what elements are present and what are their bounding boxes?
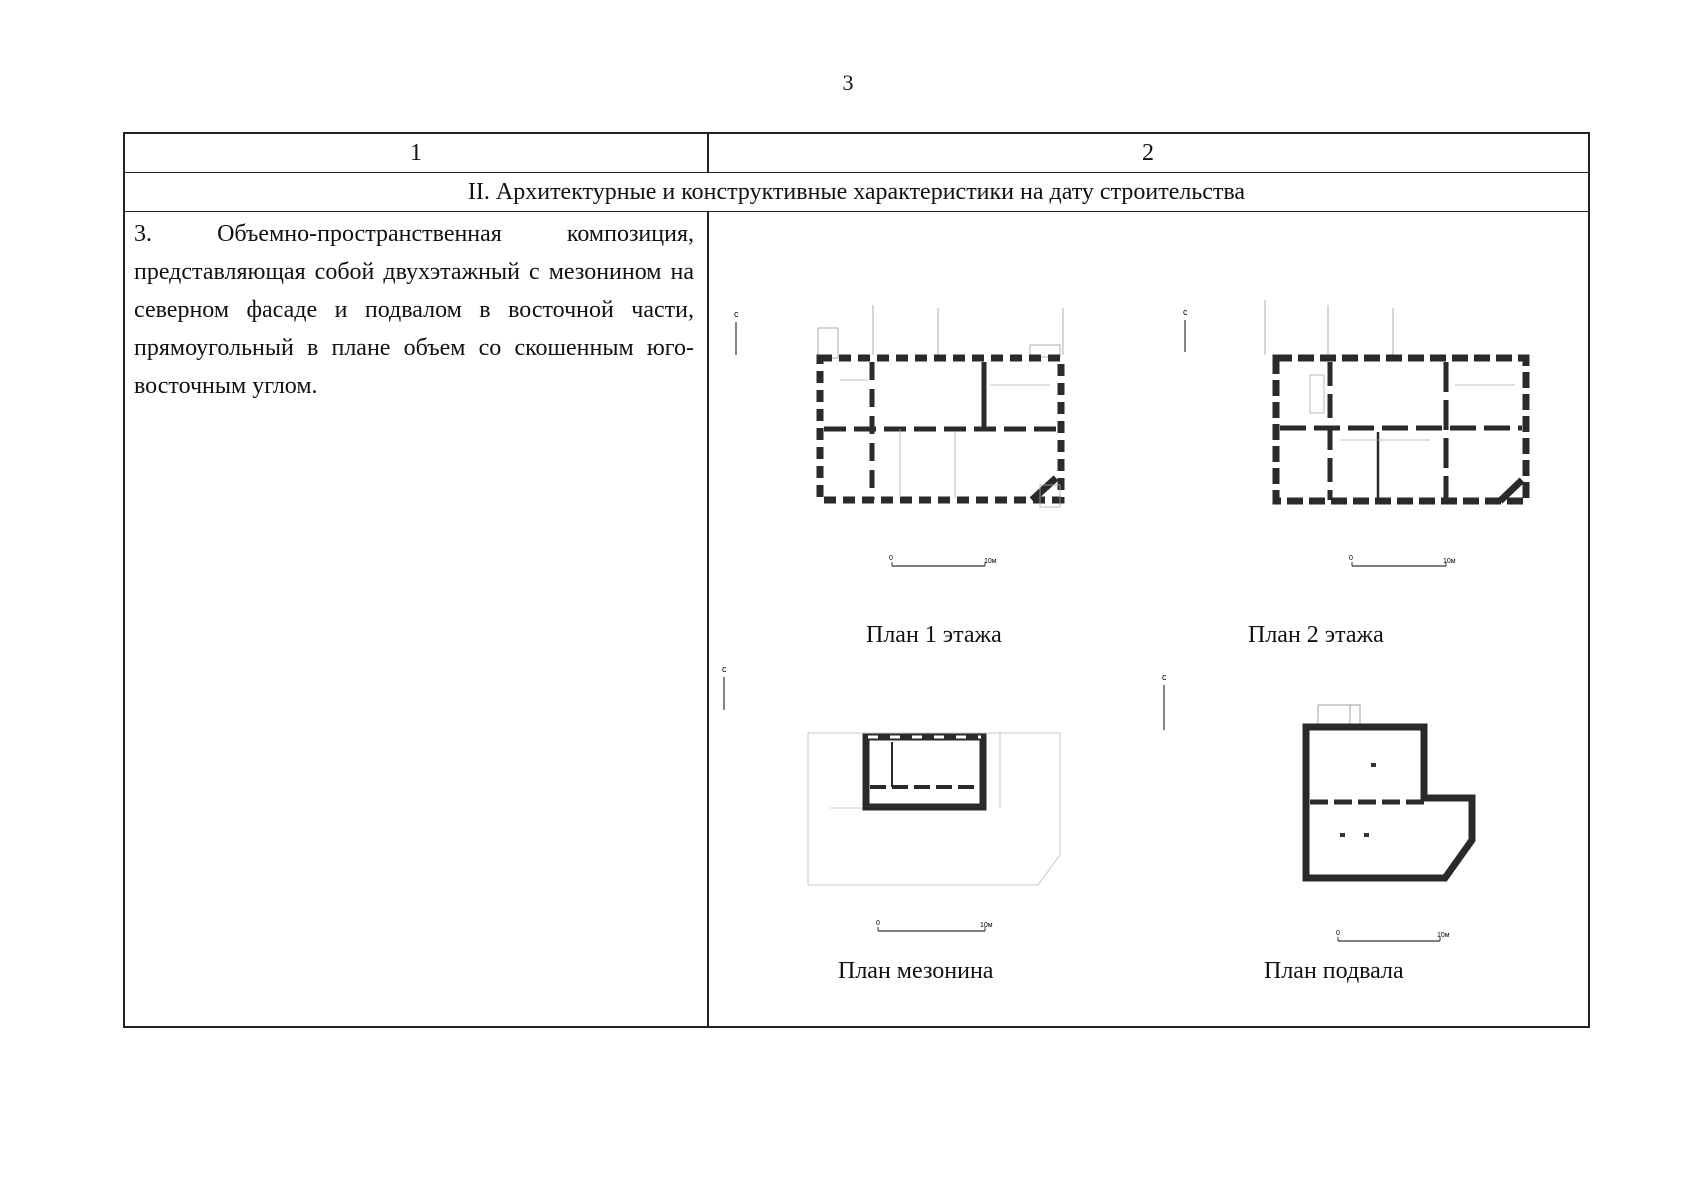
svg-text:с: с	[1162, 672, 1167, 682]
column-number-1: 1	[410, 140, 422, 166]
svg-text:10м: 10м	[980, 922, 993, 929]
column-number-2: 2	[1142, 140, 1154, 166]
north-arrow	[722, 664, 727, 710]
item-description: 3. Объемно-пространственная композиция, представляющая собой двухэтажный с мезонином на северном фасаде и подвалом в восточной части, прямоугольный в плане объем со скошенным юго-восточным углом.	[134, 221, 694, 399]
scale-bar	[1336, 930, 1450, 941]
svg-text:с: с	[1183, 307, 1188, 317]
caption-basement: План подвала	[1264, 958, 1404, 984]
caption-first-floor: План 1 этажа	[866, 622, 1002, 648]
scale-bar	[889, 555, 997, 566]
caption-second-floor: План 2 этажа	[1248, 622, 1384, 648]
page-number: 3	[842, 70, 854, 95]
caption-mezzanine: План мезонина	[838, 958, 994, 984]
svg-text:0: 0	[876, 920, 880, 927]
svg-text:0: 0	[1349, 555, 1353, 562]
plan-second-floor	[1183, 300, 1526, 566]
svg-text:0: 0	[1336, 930, 1340, 937]
svg-text:10м: 10м	[1443, 558, 1456, 565]
svg-text:10м: 10м	[984, 558, 997, 565]
north-arrow	[734, 309, 739, 355]
plan-basement	[1162, 672, 1472, 941]
section-title: II. Архитектурные и конструктивные характеристики на дату строительства	[125, 173, 1588, 212]
svg-text:10м: 10м	[1437, 932, 1450, 939]
north-arrow	[1183, 307, 1188, 352]
svg-text:0: 0	[889, 555, 893, 562]
north-arrow	[1162, 672, 1167, 730]
scale-bar	[1349, 555, 1456, 566]
plan-mezzanine	[722, 664, 1060, 931]
svg-text:с: с	[722, 664, 727, 674]
scale-bar	[876, 920, 993, 931]
svg-text:с: с	[734, 309, 739, 319]
plan-first-floor	[734, 305, 1063, 566]
